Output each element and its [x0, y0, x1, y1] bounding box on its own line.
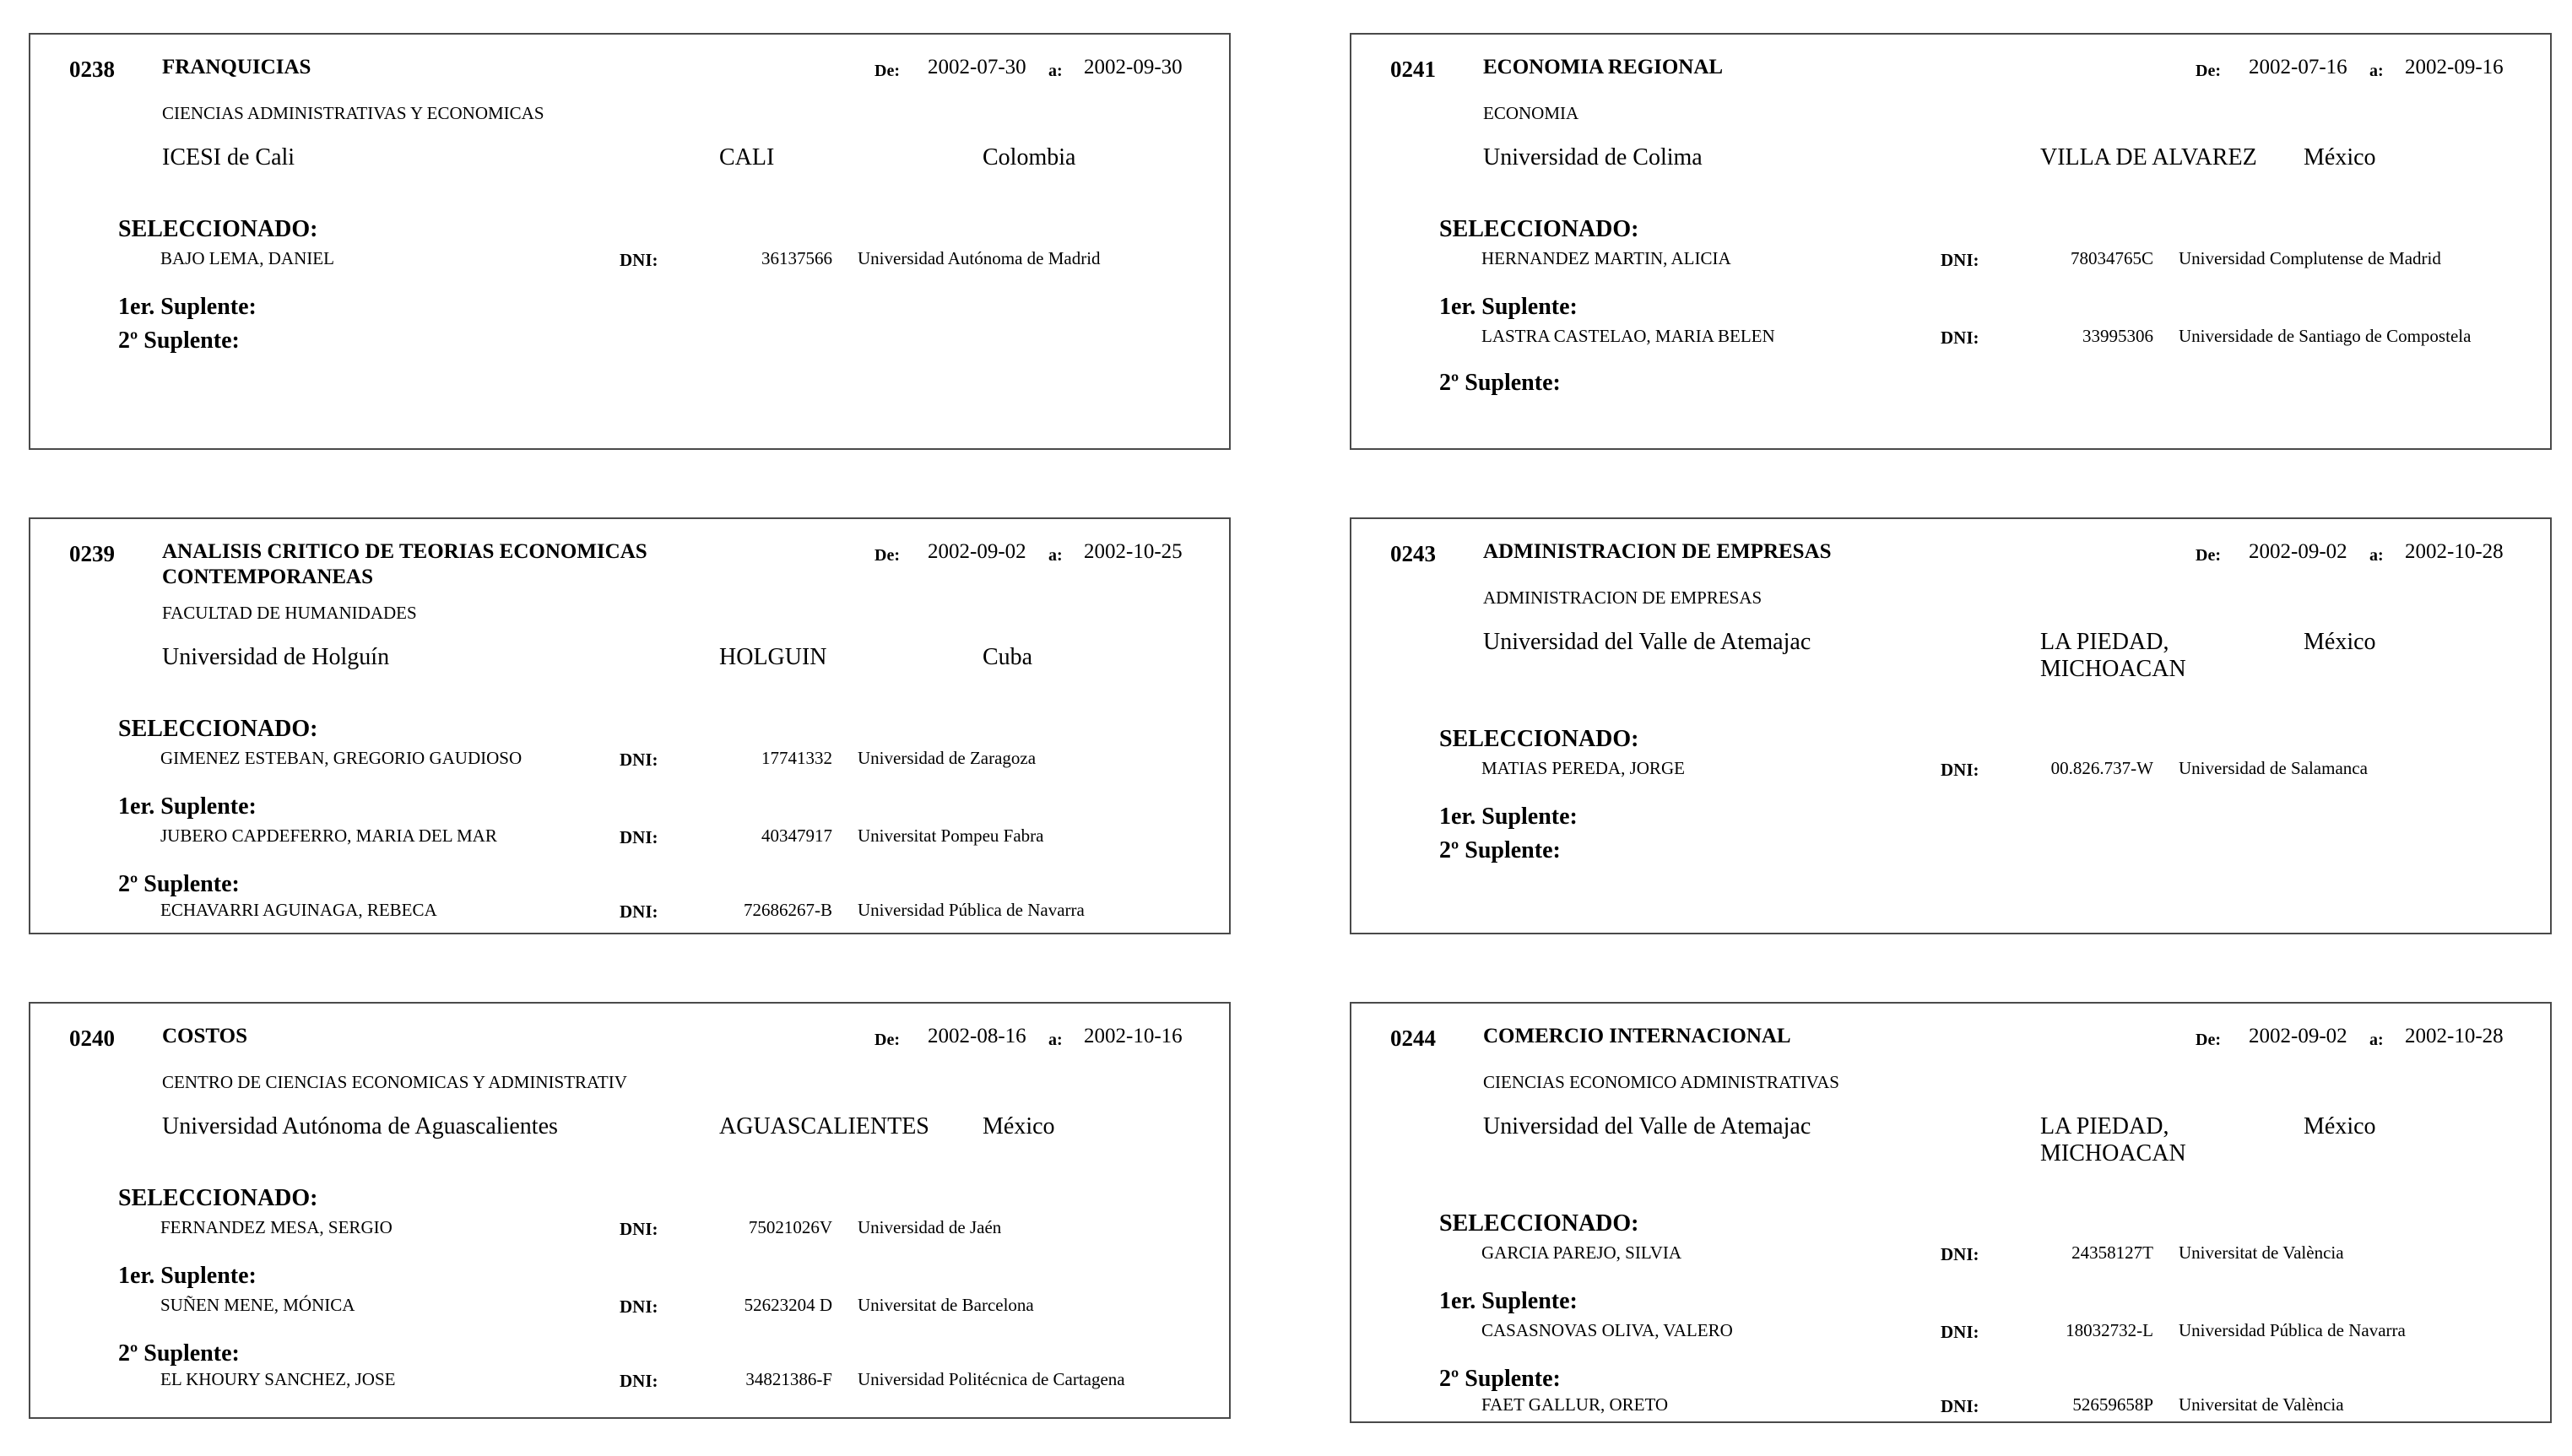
dni-label: DNI: [620, 1296, 658, 1317]
card-title: ADMINISTRACION DE EMPRESAS [1483, 540, 1832, 563]
date-to-label: a: [2369, 546, 2384, 565]
selected-label: SELECCIONADO: [1439, 216, 1639, 242]
country: México [983, 1113, 1055, 1139]
substitute1-origin: Universidad Pública de Navarra [2179, 1320, 2406, 1340]
scholarship-card-0241 [1350, 33, 2552, 450]
date-from-label: De: [2196, 62, 2221, 80]
card-code: 0240 [69, 1026, 115, 1051]
dni-label: DNI: [620, 1371, 658, 1391]
substitute2-origin: Universidad Politécnica de Cartagena [858, 1369, 1125, 1389]
date-from: 2002-09-02 [2249, 1025, 2347, 1047]
selected-dni: 00.826.737-W [2050, 758, 2153, 778]
card-code: 0244 [1390, 1026, 1436, 1051]
selected-name: HERNANDEZ MARTIN, ALICIA [1481, 248, 1731, 268]
country: Colombia [983, 144, 1076, 170]
substitute1-label: 1er. Suplente: [1439, 1288, 1578, 1314]
substitute2-name: EL KHOURY SANCHEZ, JOSE [160, 1369, 396, 1389]
selected-dni: 78034765C [2070, 248, 2153, 268]
date-to: 2002-10-28 [2405, 1025, 2504, 1047]
selected-label: SELECCIONADO: [118, 216, 318, 242]
city: CALI [719, 144, 775, 170]
scholarship-card-0239 [29, 517, 1231, 934]
city: LA PIEDAD, MICHOACAN [2040, 1113, 2186, 1166]
country: Cuba [983, 644, 1033, 670]
substitute1-label: 1er. Suplente: [118, 294, 257, 320]
date-to: 2002-09-16 [2405, 56, 2504, 78]
selected-dni: 24358127T [2071, 1242, 2153, 1263]
selected-dni: 36137566 [761, 248, 832, 268]
substitute1-name: JUBERO CAPDEFERRO, MARIA DEL MAR [160, 825, 497, 846]
host-university: Universidad del Valle de Atemajac [1483, 629, 1811, 655]
dni-label: DNI: [620, 827, 658, 847]
substitute2-dni: 72686267-B [744, 900, 832, 920]
substitute2-name: FAET GALLUR, ORETO [1481, 1394, 1669, 1415]
host-university: Universidad del Valle de Atemajac [1483, 1113, 1811, 1139]
card-title: COMERCIO INTERNACIONAL [1483, 1025, 1791, 1047]
substitute2-label: 2º Suplente: [118, 871, 240, 897]
card-title: FRANQUICIAS [162, 56, 311, 78]
date-from-label: De: [874, 1031, 900, 1049]
selected-name: FERNANDEZ MESA, SERGIO [160, 1217, 393, 1237]
substitute1-name: CASASNOVAS OLIVA, VALERO [1481, 1320, 1733, 1340]
host-university: Universidad de Holguín [162, 644, 390, 670]
selected-dni: 17741332 [761, 748, 832, 768]
selected-origin: Universidad de Zaragoza [858, 748, 1037, 768]
substitute1-dni: 52623204 D [744, 1295, 832, 1315]
date-from-label: De: [2196, 546, 2221, 565]
substitute2-label: 2º Suplente: [1439, 1366, 1561, 1392]
substitute2-label: 2º Suplente: [118, 1340, 240, 1367]
selected-origin: Universidad Complutense de Madrid [2179, 248, 2441, 268]
substitute1-origin: Universidade de Santiago de Compostela [2179, 326, 2472, 346]
substitute1-dni: 18032732-L [2066, 1320, 2153, 1340]
selected-origin: Universidad de Jaén [858, 1217, 1002, 1237]
faculty: FACULTAD DE HUMANIDADES [162, 603, 417, 623]
substitute1-label: 1er. Suplente: [1439, 294, 1578, 320]
dni-label: DNI: [620, 1219, 658, 1239]
date-from: 2002-09-02 [928, 540, 1026, 563]
dni-label: DNI: [1941, 1322, 1979, 1342]
substitute2-origin: Universitat de València [2179, 1394, 2344, 1415]
dni-label: DNI: [620, 250, 658, 270]
substitute1-dni: 33995306 [2082, 326, 2153, 346]
card-title: COSTOS [162, 1025, 247, 1047]
dni-label: DNI: [1941, 1244, 1979, 1264]
country: México [2304, 1113, 2376, 1139]
date-to-label: a: [2369, 1031, 2384, 1049]
faculty: ECONOMIA [1483, 103, 1579, 123]
date-from-label: De: [2196, 1031, 2221, 1049]
substitute1-origin: Universitat de Barcelona [858, 1295, 1034, 1315]
host-university: Universidad Autónoma de Aguascalientes [162, 1113, 558, 1139]
substitute1-dni: 40347917 [761, 825, 832, 846]
host-university: Universidad de Colima [1483, 144, 1703, 170]
dni-label: DNI: [1941, 250, 1979, 270]
date-to: 2002-10-28 [2405, 540, 2504, 563]
substitute1-name: SUÑEN MENE, MÓNICA [160, 1295, 355, 1315]
date-from-label: De: [874, 62, 900, 80]
selected-label: SELECCIONADO: [118, 716, 318, 742]
card-code: 0238 [69, 57, 115, 82]
date-from: 2002-07-30 [928, 56, 1026, 78]
card-title: ANALISIS CRITICO DE TEORIAS ECONOMICAS CONTEMPORANEAS [162, 540, 647, 588]
dni-label: DNI: [1941, 327, 1979, 348]
date-to: 2002-09-30 [1084, 56, 1183, 78]
dni-label: DNI: [1941, 760, 1979, 780]
scholarship-card-0244 [1350, 1002, 2552, 1423]
date-to: 2002-10-25 [1084, 540, 1183, 563]
date-to: 2002-10-16 [1084, 1025, 1183, 1047]
substitute2-origin: Universidad Pública de Navarra [858, 900, 1085, 920]
dni-label: DNI: [620, 750, 658, 770]
selected-name: GARCIA PAREJO, SILVIA [1481, 1242, 1682, 1263]
selected-name: MATIAS PEREDA, JORGE [1481, 758, 1685, 778]
selected-origin: Universitat de València [2179, 1242, 2344, 1263]
date-from: 2002-07-16 [2249, 56, 2347, 78]
scholarship-card-0243 [1350, 517, 2552, 934]
selected-origin: Universidad Autónoma de Madrid [858, 248, 1101, 268]
substitute1-label: 1er. Suplente: [118, 793, 257, 820]
date-to-label: a: [1048, 62, 1063, 80]
substitute2-label: 2º Suplente: [1439, 837, 1561, 863]
selected-name: BAJO LEMA, DANIEL [160, 248, 334, 268]
country: México [2304, 629, 2376, 655]
date-to-label: a: [1048, 546, 1063, 565]
substitute2-dni: 52659658P [2072, 1394, 2153, 1415]
card-code: 0241 [1390, 57, 1436, 82]
date-from: 2002-09-02 [2249, 540, 2347, 563]
city: AGUASCALIENTES [719, 1113, 929, 1139]
faculty: CIENCIAS ADMINISTRATIVAS Y ECONOMICAS [162, 103, 544, 123]
date-to-label: a: [1048, 1031, 1063, 1049]
substitute1-label: 1er. Suplente: [118, 1263, 257, 1289]
host-university: ICESI de Cali [162, 144, 295, 170]
selected-dni: 75021026V [748, 1217, 832, 1237]
selected-label: SELECCIONADO: [1439, 726, 1639, 752]
substitute2-name: ECHAVARRI AGUINAGA, REBECA [160, 900, 437, 920]
date-from: 2002-08-16 [928, 1025, 1026, 1047]
selected-name: GIMENEZ ESTEBAN, GREGORIO GAUDIOSO [160, 748, 523, 768]
card-code: 0243 [1390, 541, 1436, 566]
card-code: 0239 [69, 541, 115, 566]
card-title: ECONOMIA REGIONAL [1483, 56, 1724, 78]
faculty: CIENCIAS ECONOMICO ADMINISTRATIVAS [1483, 1072, 1839, 1092]
dni-label: DNI: [1941, 1396, 1979, 1416]
substitute1-name: LASTRA CASTELAO, MARIA BELEN [1481, 326, 1775, 346]
faculty: CENTRO DE CIENCIAS ECONOMICAS Y ADMINISTRATIV [162, 1072, 627, 1092]
substitute2-label: 2º Suplente: [1439, 370, 1561, 396]
selected-label: SELECCIONADO: [118, 1185, 318, 1211]
faculty: ADMINISTRACION DE EMPRESAS [1483, 587, 1762, 608]
date-from-label: De: [874, 546, 900, 565]
city: VILLA DE ALVAREZ [2040, 144, 2257, 170]
substitute1-label: 1er. Suplente: [1439, 804, 1578, 830]
dni-label: DNI: [620, 901, 658, 922]
city: LA PIEDAD, MICHOACAN [2040, 629, 2186, 682]
city: HOLGUIN [719, 644, 827, 670]
substitute2-label: 2º Suplente: [118, 327, 240, 354]
substitute2-dni: 34821386-F [745, 1369, 832, 1389]
substitute1-origin: Universitat Pompeu Fabra [858, 825, 1044, 846]
date-to-label: a: [2369, 62, 2384, 80]
selected-label: SELECCIONADO: [1439, 1210, 1639, 1237]
country: México [2304, 144, 2376, 170]
selected-origin: Universidad de Salamanca [2179, 758, 2368, 778]
scholarship-card-0238 [29, 33, 1231, 450]
scholarship-card-0240 [29, 1002, 1231, 1419]
